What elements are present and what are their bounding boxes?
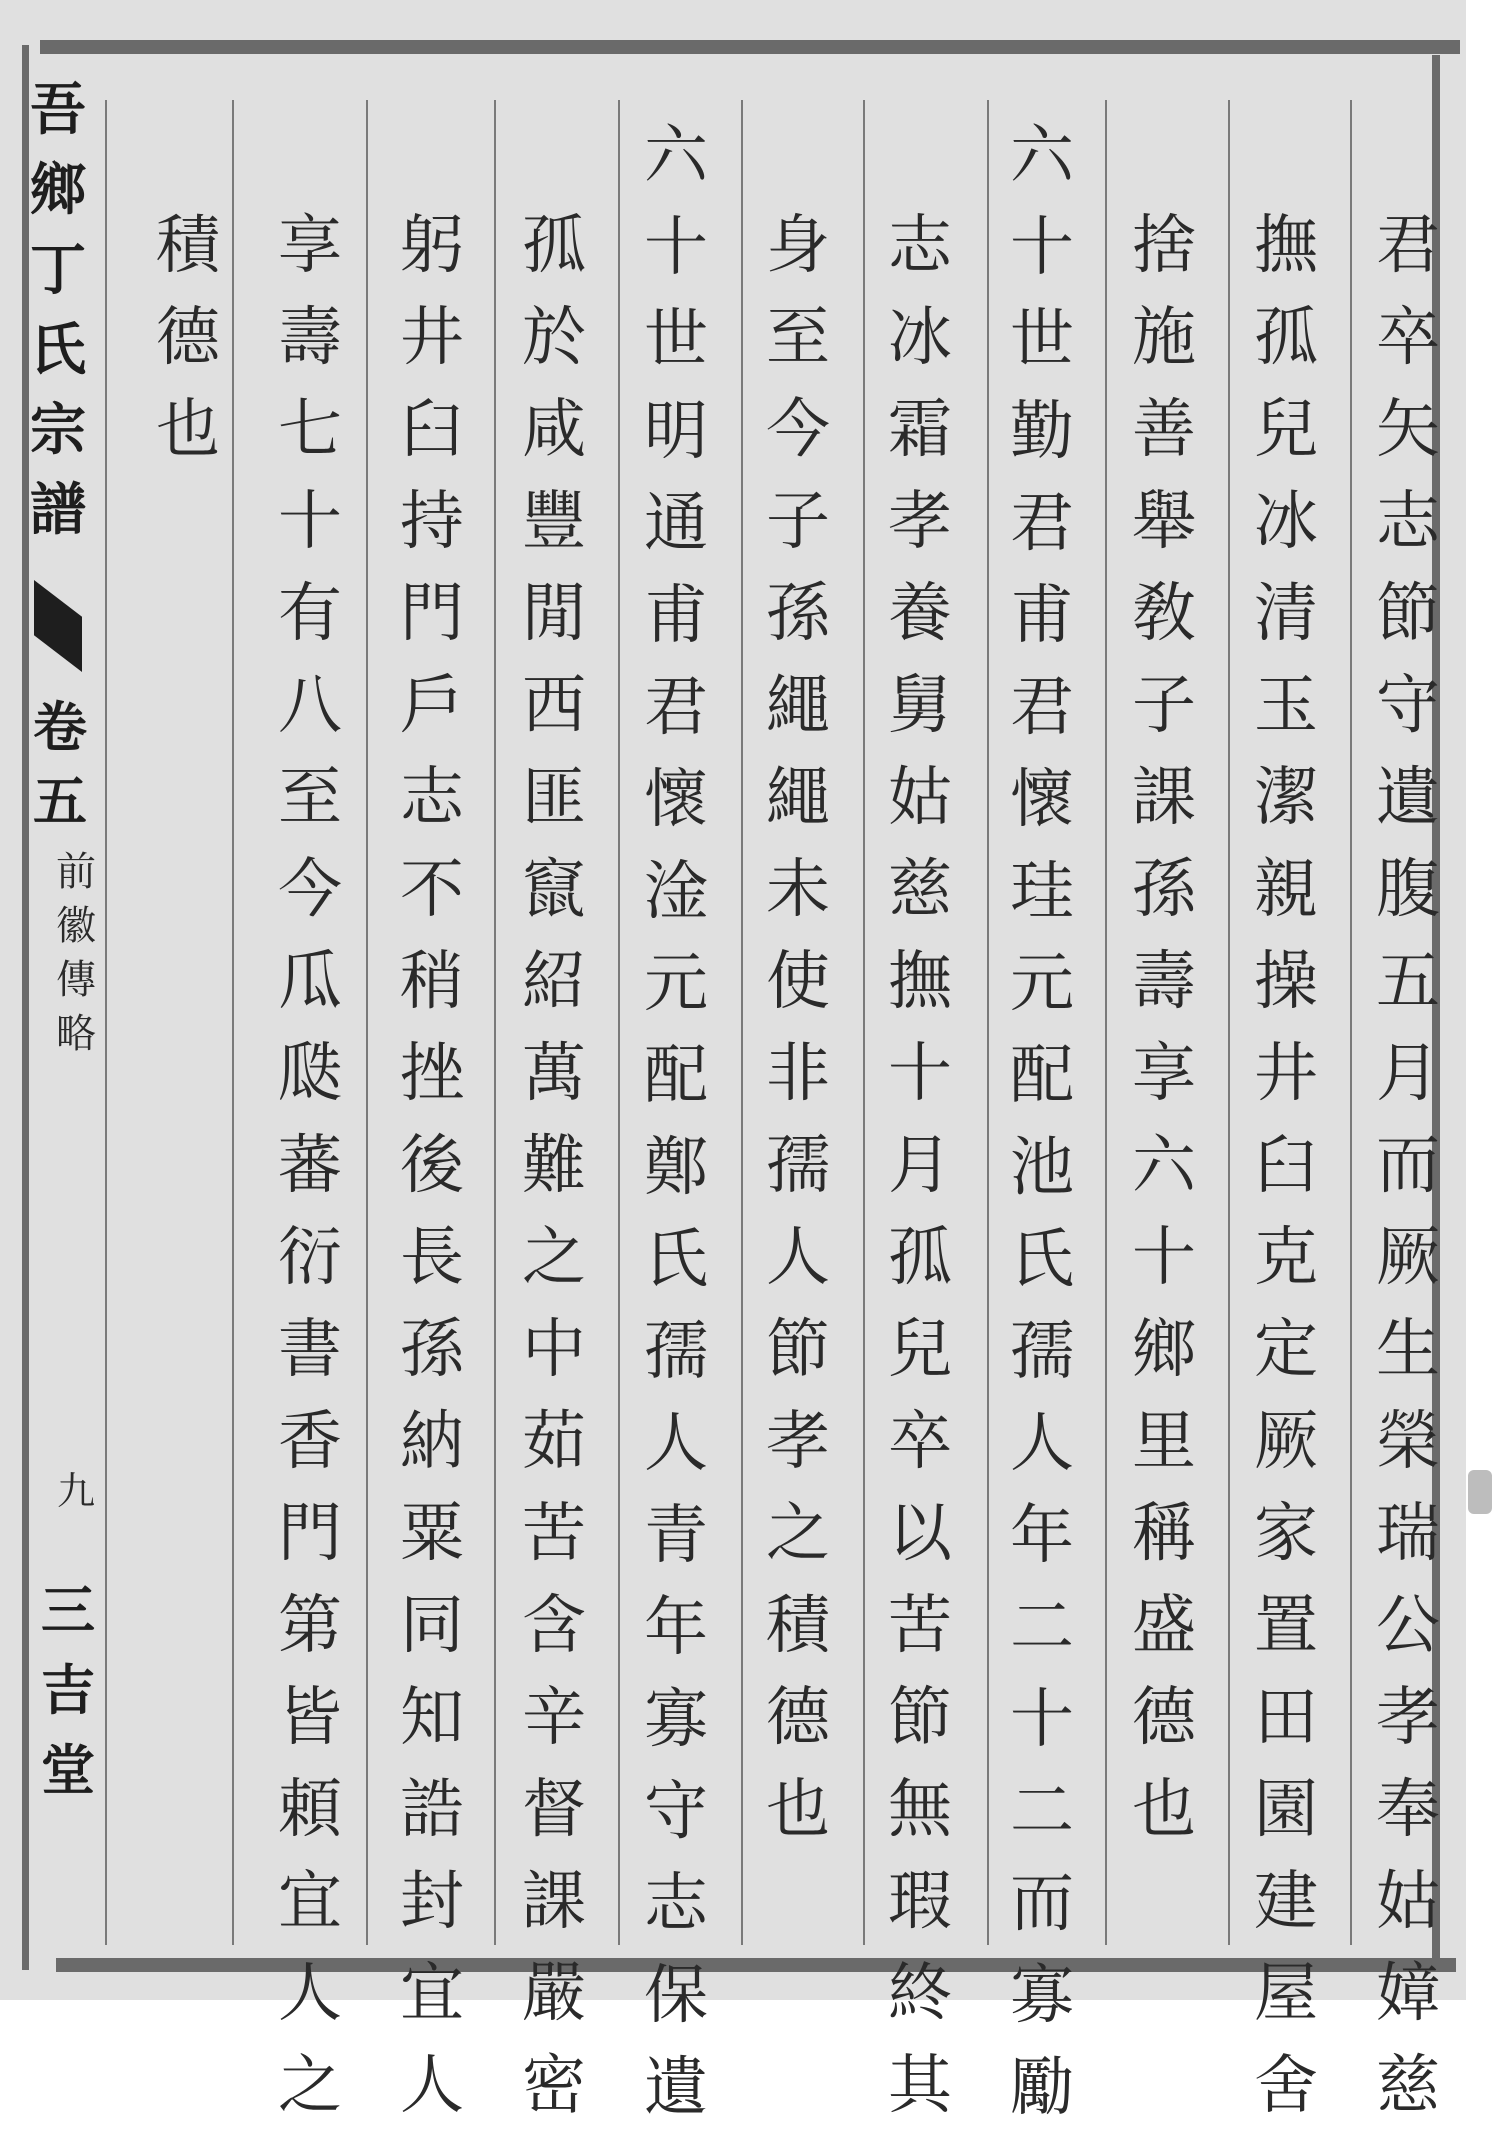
character: 孤: [888, 1221, 952, 1295]
character: 十: [644, 211, 708, 285]
character: 也: [1132, 1773, 1196, 1847]
character: 田: [1254, 1681, 1318, 1755]
character: 嚴: [522, 1957, 586, 2031]
character: 遺: [644, 2051, 708, 2125]
character: 長: [400, 1221, 464, 1295]
character: 慈: [1376, 2049, 1440, 2123]
character: 世: [1010, 303, 1074, 377]
edge-mark: [1468, 1470, 1492, 1514]
character: 誥: [400, 1773, 464, 1847]
character: 淦: [644, 855, 708, 929]
character: 瓞: [278, 1037, 342, 1111]
character: 姑: [888, 761, 952, 835]
character: 積: [766, 1589, 830, 1663]
character: 戶: [400, 669, 464, 743]
character: 君: [1010, 487, 1074, 561]
character: 堂: [41, 1738, 95, 1802]
character: 二: [1010, 1775, 1074, 1849]
character: 珪: [1010, 855, 1074, 929]
character: 瑞: [1376, 1497, 1440, 1571]
character: 園: [1254, 1773, 1318, 1847]
character: 冰: [1254, 485, 1318, 559]
character: 壽: [1132, 945, 1196, 1019]
character: 持: [400, 485, 464, 559]
character: 舉: [1132, 485, 1196, 559]
character: 寡: [644, 1683, 708, 1757]
left-border: [22, 45, 29, 1970]
character: 井: [400, 301, 464, 375]
character: 孺: [644, 1315, 708, 1389]
character: 六: [1010, 119, 1074, 193]
character: 督: [522, 1773, 586, 1847]
character: 懷: [1010, 763, 1074, 837]
character: 至: [278, 761, 342, 835]
character: 納: [400, 1405, 464, 1479]
character: 積: [156, 209, 220, 283]
character: 敎: [1132, 577, 1196, 651]
character: 頼: [278, 1773, 342, 1847]
character: 家: [1254, 1497, 1318, 1571]
character: 善: [1132, 393, 1196, 467]
character: 置: [1254, 1589, 1318, 1663]
character: 丁: [30, 237, 86, 303]
character: 人: [1010, 1407, 1074, 1481]
character: 傳: [56, 957, 96, 1003]
character: 明: [644, 395, 708, 469]
character: 竄: [522, 853, 586, 927]
character: 宗: [30, 397, 86, 463]
character: 遺: [1376, 761, 1440, 835]
character: 親: [1254, 853, 1318, 927]
character: 孝: [888, 485, 952, 559]
character: 有: [278, 577, 342, 651]
character: 元: [1010, 947, 1074, 1021]
character: 難: [522, 1129, 586, 1203]
character: 也: [766, 1773, 830, 1847]
character: 苦: [888, 1589, 952, 1663]
character: 卒: [1376, 301, 1440, 375]
character: 十: [278, 485, 342, 559]
character: 繩: [766, 761, 830, 835]
character: 鄉: [1132, 1313, 1196, 1387]
character: 腹: [1376, 853, 1440, 927]
character: 五: [1376, 945, 1440, 1019]
character: 人: [400, 2049, 464, 2123]
character: 不: [400, 853, 464, 927]
character: 略: [56, 1011, 96, 1057]
character: 瑕: [888, 1865, 952, 1939]
column-rule: [366, 100, 368, 1945]
character: 孫: [1132, 853, 1196, 927]
character: 三: [41, 1578, 95, 1642]
character: 今: [766, 393, 830, 467]
character: 稱: [1132, 1497, 1196, 1571]
character: 粟: [400, 1497, 464, 1571]
character: 知: [400, 1681, 464, 1755]
character: 鄉: [30, 157, 86, 223]
character: 十: [1010, 211, 1074, 285]
character: 人: [766, 1221, 830, 1295]
character: 後: [400, 1129, 464, 1203]
character: 身: [766, 209, 830, 283]
character: 孤: [1254, 301, 1318, 375]
text-column: [265, 200, 355, 2132]
character: 子: [766, 485, 830, 559]
character: 課: [522, 1865, 586, 1939]
character: 孺: [1010, 1315, 1074, 1389]
character: 門: [400, 577, 464, 651]
character: 盛: [1132, 1589, 1196, 1663]
character: 稍: [400, 945, 464, 1019]
text-column: [631, 110, 721, 2134]
character: 西: [522, 669, 586, 743]
character: 守: [644, 1775, 708, 1849]
text-column: [1241, 200, 1331, 2132]
character: 元: [644, 947, 708, 1021]
character: 年: [1010, 1499, 1074, 1573]
character: 未: [766, 853, 830, 927]
character: 十: [888, 1037, 952, 1111]
character: 含: [522, 1589, 586, 1663]
text-column: [1119, 200, 1209, 1856]
character: 咸: [522, 393, 586, 467]
volume-label: [30, 690, 90, 838]
text-column: [875, 200, 965, 2132]
character: 厥: [1376, 1221, 1440, 1295]
character: 厥: [1254, 1405, 1318, 1479]
character: 非: [766, 1037, 830, 1111]
character: 懷: [644, 763, 708, 837]
character: 子: [1132, 669, 1196, 743]
character: 衍: [278, 1221, 342, 1295]
character: 封: [400, 1865, 464, 1939]
character: 之: [766, 1497, 830, 1571]
character: 舅: [888, 669, 952, 743]
character: 苦: [522, 1497, 586, 1571]
character: 寡: [1010, 1959, 1074, 2033]
page-number: 九: [56, 1469, 95, 1513]
character: 萬: [522, 1037, 586, 1111]
character: 吾: [30, 77, 86, 143]
character: 繩: [766, 669, 830, 743]
character: 矢: [1376, 393, 1440, 467]
character: 屋: [1254, 1957, 1318, 2031]
character: 之: [522, 1221, 586, 1295]
column-rule: [1350, 100, 1352, 1945]
character: 井: [1254, 1037, 1318, 1111]
character: 無: [888, 1773, 952, 1847]
character: 德: [156, 301, 220, 375]
character: 甫: [644, 579, 708, 653]
character: 臼: [1254, 1129, 1318, 1203]
character: 霜: [888, 393, 952, 467]
character: 躬: [400, 209, 464, 283]
text-column: [509, 200, 599, 2132]
character: 青: [644, 1499, 708, 1573]
character: 節: [766, 1313, 830, 1387]
character: 君: [644, 671, 708, 745]
character: 挫: [400, 1037, 464, 1111]
character: 也: [156, 393, 220, 467]
character: 享: [1132, 1037, 1196, 1111]
character: 於: [522, 301, 586, 375]
character: 冰: [888, 301, 952, 375]
character: 榮: [1376, 1405, 1440, 1479]
character: 終: [888, 1957, 952, 2031]
character: 氏: [644, 1223, 708, 1297]
character: 第: [278, 1589, 342, 1663]
character: 而: [1376, 1129, 1440, 1203]
character: 瓜: [278, 945, 342, 1019]
character: 以: [888, 1497, 952, 1571]
character: 勤: [1010, 395, 1074, 469]
character: 中: [522, 1313, 586, 1387]
character: 宜: [278, 1865, 342, 1939]
character: 撫: [888, 945, 952, 1019]
character: 蕃: [278, 1129, 342, 1203]
hall-name: [38, 1570, 98, 1810]
character: 德: [1132, 1681, 1196, 1755]
character: 今: [278, 853, 342, 927]
text-column: [997, 110, 1087, 2134]
character: 志: [400, 761, 464, 835]
character: 孝: [766, 1405, 830, 1479]
character: 八: [278, 669, 342, 743]
character: 嫜: [1376, 1957, 1440, 2031]
character: 而: [1010, 1867, 1074, 1941]
character: 同: [400, 1589, 464, 1663]
section-label: [46, 845, 106, 1061]
character: 奉: [1376, 1773, 1440, 1847]
character: 捨: [1132, 209, 1196, 283]
character: 人: [278, 1957, 342, 2031]
character: 池: [1010, 1131, 1074, 1205]
character: 節: [1376, 577, 1440, 651]
character: 志: [888, 209, 952, 283]
character: 孤: [522, 209, 586, 283]
text-column: [387, 200, 477, 2132]
character: 兒: [1254, 393, 1318, 467]
character: 徽: [56, 903, 96, 949]
character: 克: [1254, 1221, 1318, 1295]
character: 里: [1132, 1405, 1196, 1479]
character: 豐: [522, 485, 586, 559]
column-rule: [987, 100, 989, 1945]
character: 七: [278, 393, 342, 467]
character: 壽: [278, 301, 342, 375]
character: 皆: [278, 1681, 342, 1755]
character: 配: [1010, 1039, 1074, 1113]
character: 香: [278, 1405, 342, 1479]
character: 門: [278, 1497, 342, 1571]
character: 譜: [30, 477, 86, 543]
character: 年: [644, 1591, 708, 1665]
character: 五: [33, 769, 87, 833]
character: 甫: [1010, 579, 1074, 653]
column-rule: [1105, 100, 1107, 1945]
character: 氏: [30, 317, 86, 383]
character: 匪: [522, 761, 586, 835]
character: 十: [1010, 1683, 1074, 1757]
character: 生: [1376, 1313, 1440, 1387]
character: 孺: [766, 1129, 830, 1203]
character: 勵: [1010, 2051, 1074, 2125]
character: 孝: [1376, 1681, 1440, 1755]
text-column: [143, 200, 233, 476]
character: 宜: [400, 1957, 464, 2031]
character: 茹: [522, 1405, 586, 1479]
character: 德: [766, 1681, 830, 1755]
character: 之: [278, 2049, 342, 2123]
character: 公: [1376, 1589, 1440, 1663]
column-rule: [1228, 100, 1230, 1945]
character: 課: [1132, 761, 1196, 835]
character: 密: [522, 2049, 586, 2123]
column-rule: [863, 100, 865, 1945]
character: 養: [888, 577, 952, 651]
character: 月: [888, 1129, 952, 1203]
character: 前: [56, 849, 96, 895]
character: 配: [644, 1039, 708, 1113]
character: 撫: [1254, 209, 1318, 283]
character: 舍: [1254, 2049, 1318, 2123]
page-edge: [1466, 0, 1504, 2000]
character: 鄭: [644, 1131, 708, 1205]
character: 通: [644, 487, 708, 561]
character: 建: [1254, 1865, 1318, 1939]
character: 紹: [522, 945, 586, 1019]
character: 世: [644, 303, 708, 377]
character: 兒: [888, 1313, 952, 1387]
character: 潔: [1254, 761, 1318, 835]
character: 閒: [522, 577, 586, 651]
character: 二: [1010, 1591, 1074, 1665]
character: 君: [1376, 209, 1440, 283]
character: 使: [766, 945, 830, 1019]
text-column: [1363, 200, 1453, 2132]
column-rule: [741, 100, 743, 1945]
character: 節: [888, 1681, 952, 1755]
character: 氏: [1010, 1223, 1074, 1297]
character: 孫: [400, 1313, 464, 1387]
character: 慈: [888, 853, 952, 927]
top-border: [40, 40, 1460, 54]
character: 玉: [1254, 669, 1318, 743]
column-rule: [494, 100, 496, 1945]
text-column: [753, 200, 843, 1856]
character: 志: [644, 1867, 708, 1941]
character: 六: [1132, 1129, 1196, 1203]
character: 姑: [1376, 1865, 1440, 1939]
character: 孫: [766, 577, 830, 651]
character: 吉: [41, 1658, 95, 1722]
character: 六: [644, 119, 708, 193]
character: 施: [1132, 301, 1196, 375]
character: 辛: [522, 1681, 586, 1755]
character: 享: [278, 209, 342, 283]
character: 人: [644, 1407, 708, 1481]
character: 定: [1254, 1313, 1318, 1387]
character: 至: [766, 301, 830, 375]
column-rule: [618, 100, 620, 1945]
character: 月: [1376, 1037, 1440, 1111]
character: 書: [278, 1313, 342, 1387]
character: 十: [1132, 1221, 1196, 1295]
margin-title: [30, 70, 85, 550]
character: 其: [888, 2049, 952, 2123]
character: 志: [1376, 485, 1440, 559]
character: 君: [1010, 671, 1074, 745]
character: 保: [644, 1959, 708, 2033]
character: 卷: [33, 695, 87, 759]
character: 臼: [400, 393, 464, 467]
character: 操: [1254, 945, 1318, 1019]
character: 守: [1376, 669, 1440, 743]
character: 卒: [888, 1405, 952, 1479]
character: 清: [1254, 577, 1318, 651]
